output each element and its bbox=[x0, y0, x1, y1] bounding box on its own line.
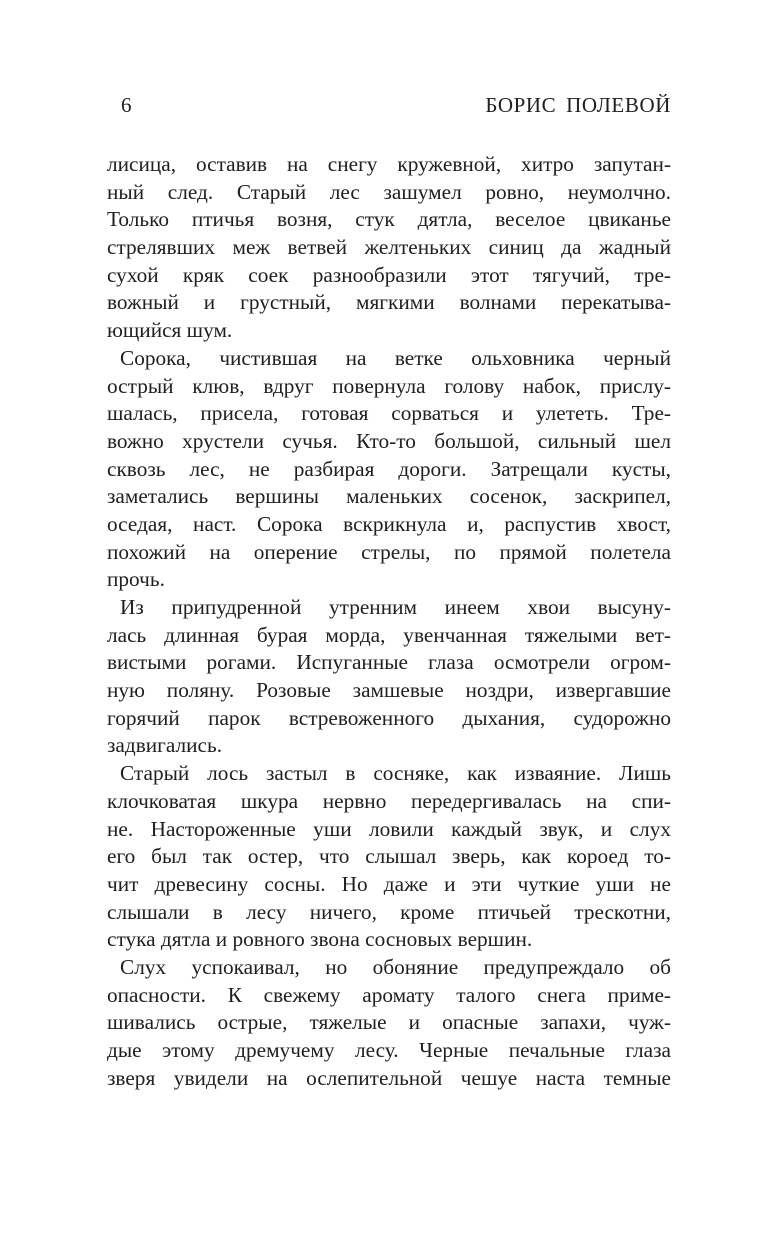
running-head bbox=[107, 93, 671, 117]
text-line: вожный и грустный, мягкими волнами перекатыва- bbox=[107, 290, 671, 315]
text-line: опасности. К свежему аромату талого снега приме- bbox=[107, 982, 671, 1007]
text-line: Слух успокаивал, но обоняние предупреждало об bbox=[120, 954, 671, 979]
text-line: стука дятла и ровного звона сосновых вершин. bbox=[107, 927, 533, 952]
text-line: Из припудренной утренним инеем хвои высуну- bbox=[120, 595, 671, 619]
text-line: Сорока, чистившая на ветке ольховника черный bbox=[120, 345, 671, 370]
text-line: лисица, оставив на снегу кружевной, хитро запутан- bbox=[107, 152, 671, 176]
text-line: клочковатая шкура нервно передергивалась на спи- bbox=[107, 788, 671, 813]
text-line: шалась, присела, готовая сорваться и улететь. Тре- bbox=[107, 401, 671, 426]
text-line: ную поляну. Розовые замшевые ноздри, извергавшие bbox=[107, 678, 671, 703]
text-line: задвигались. bbox=[107, 733, 223, 758]
text-line: вожно хрустели сучья. Кто-то большой, сильный шел bbox=[107, 428, 671, 453]
text-line: зверя увидели на ослепительной чешуе наста темные bbox=[107, 1065, 671, 1090]
text-line: чит древесину сосны. Но даже и эти чуткие уши не bbox=[107, 871, 671, 896]
body-text bbox=[107, 151, 671, 1092]
text-line: острый клюв, вдруг повернула голову набок, прислу- bbox=[107, 373, 671, 398]
text-line: ный след. Старый лес зашумел ровно, неумолчно. bbox=[107, 179, 671, 204]
text-line: горячий парок встревоженного дыхания, судорожно bbox=[107, 705, 671, 730]
text-line: похожий на оперение стрелы, по прямой полетела bbox=[107, 539, 671, 564]
text-line: оседая, наст. Сорока вскрикнула и, распустив хвост, bbox=[107, 511, 671, 536]
text-line: лась длинная бурая морда, увенчанная тяжелыми вет- bbox=[107, 622, 671, 647]
running-header-title: БОРИС ПОЛЕВОЙ bbox=[485, 93, 671, 117]
text-line: сухой кряк соек разнообразили этот тягучий, тре- bbox=[107, 262, 671, 287]
text-line: не. Настороженные уши ловили каждый звук, и слух bbox=[107, 816, 671, 841]
text-line: шивались острые, тяжелые и опасные запахи, чуж- bbox=[107, 1010, 671, 1035]
text-line: сквозь лес, не разбирая дороги. Затрещали кусты, bbox=[107, 456, 671, 481]
text-line: стрелявших меж ветвей желтеньких синиц да жадный bbox=[107, 235, 671, 260]
text-line: его был так остер, что слышал зверь, как короед то- bbox=[107, 844, 671, 869]
text-line: Старый лось застыл в сосняке, как изваяние. Лишь bbox=[120, 761, 671, 786]
text-line: дые этому дремучему лесу. Черные печальные глаза bbox=[107, 1038, 671, 1062]
text-line: ющийся шум. bbox=[107, 318, 233, 343]
page-number: 6 bbox=[121, 93, 132, 117]
text-line: заметались вершины маленьких сосенок, заскрипел, bbox=[107, 484, 671, 509]
text-line: вистыми рогами. Испуганные глаза осмотрели огром- bbox=[107, 650, 671, 675]
text-line: слышали в лесу ничего, кроме птичьей трескотни, bbox=[107, 899, 671, 924]
text-line: прочь. bbox=[107, 567, 165, 592]
text-line: Только птичья возня, стук дятла, веселое цвиканье bbox=[107, 207, 671, 232]
